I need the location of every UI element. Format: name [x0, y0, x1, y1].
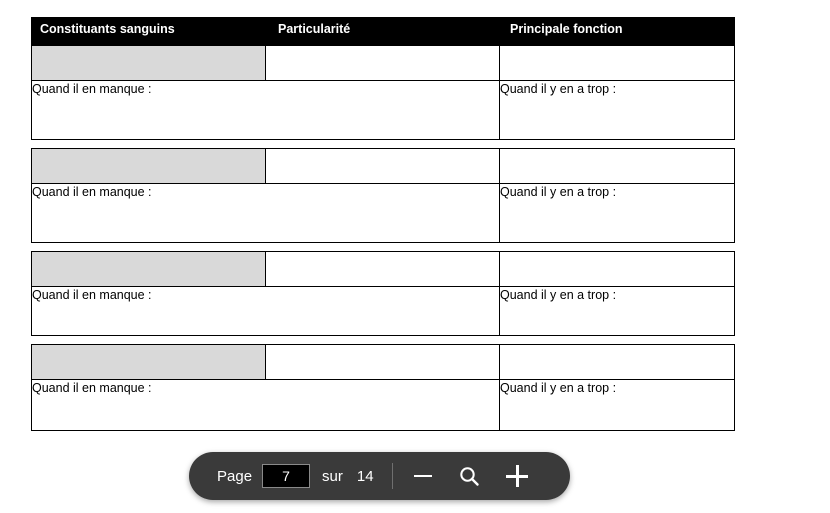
constituent-name-cell[interactable] [32, 46, 266, 81]
table-row [32, 287, 735, 336]
block-spacer [32, 336, 735, 345]
column-header-fonction: Principale fonction [500, 18, 735, 46]
block-spacer [32, 243, 735, 252]
table-header-row [32, 18, 735, 46]
plus-icon [506, 465, 528, 487]
particularity-cell[interactable] [266, 345, 500, 380]
of-label: sur [322, 467, 343, 485]
table-row [32, 252, 735, 287]
lack-note-cell[interactable]: Quand il en manque : [32, 380, 500, 431]
zoom-fit-button[interactable] [449, 456, 489, 496]
pdf-viewer-toolbar[interactable] [189, 452, 570, 500]
constituent-name-cell[interactable] [32, 252, 266, 287]
lack-note-cell[interactable]: Quand il en manque : [32, 81, 500, 140]
table-row [32, 380, 735, 431]
constituent-name-cell[interactable] [32, 149, 266, 184]
excess-note-cell[interactable]: Quand il y en a trop : [500, 81, 735, 140]
block-spacer [32, 140, 735, 149]
particularity-cell[interactable] [266, 252, 500, 287]
page-label: Page [217, 467, 253, 485]
total-pages-label: 14 [356, 467, 374, 485]
particularity-cell[interactable] [266, 149, 500, 184]
column-header-constituants: Constituants sanguins [32, 18, 266, 46]
table-row [32, 81, 735, 140]
page-number-input[interactable]: 7 [262, 464, 310, 488]
function-cell[interactable] [500, 345, 735, 380]
table-row [32, 46, 735, 81]
function-cell[interactable] [500, 46, 735, 81]
particularity-cell[interactable] [266, 46, 500, 81]
table-row [32, 184, 735, 243]
lack-note-cell[interactable]: Quand il en manque : [32, 287, 500, 336]
table-row [32, 345, 735, 380]
column-header-particularite: Particularité [266, 18, 500, 46]
minus-icon [414, 475, 432, 477]
constituent-name-cell[interactable] [32, 345, 266, 380]
excess-note-cell[interactable]: Quand il y en a trop : [500, 380, 735, 431]
function-cell[interactable] [500, 252, 735, 287]
excess-note-cell[interactable]: Quand il y en a trop : [500, 287, 735, 336]
lack-note-cell[interactable]: Quand il en manque : [32, 184, 500, 243]
zoom-in-button[interactable] [497, 456, 537, 496]
excess-note-cell[interactable]: Quand il y en a trop : [500, 184, 735, 243]
table-row [32, 149, 735, 184]
toolbar-divider [392, 463, 393, 489]
function-cell[interactable] [500, 149, 735, 184]
magnifier-icon [457, 464, 481, 488]
zoom-out-button[interactable] [403, 456, 443, 496]
blood-constituents-table [31, 17, 735, 431]
